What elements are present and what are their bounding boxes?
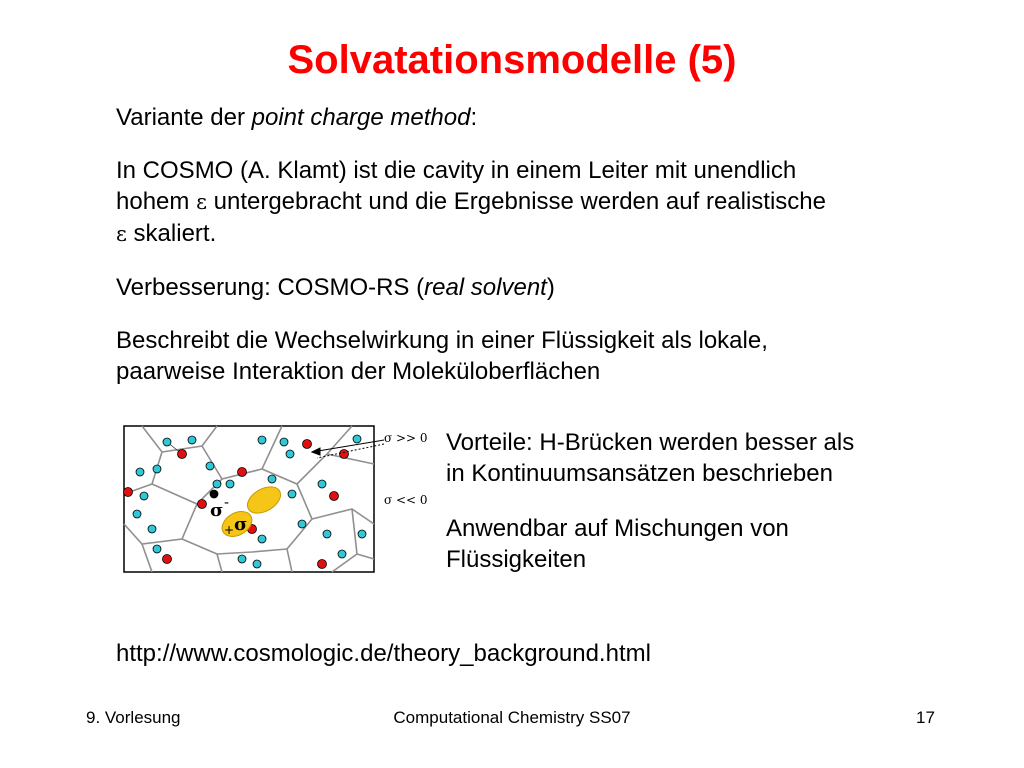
advantages-line-1: Vorteile: H-Brücken werden besser als	[446, 429, 855, 456]
applicable-line-1: Anwendbar auf Mischungen von	[446, 515, 789, 542]
epsilon-symbol: ε	[196, 190, 207, 214]
hydrogen-atom	[226, 480, 234, 488]
hydrogen-atom	[286, 450, 294, 458]
description-line-2: paarweise Interaktion der Moleküloberflächen	[116, 358, 601, 385]
applicable-paragraph	[446, 513, 966, 575]
cosmo-line-3: skaliert.	[126, 220, 217, 247]
cosmo-line-2b: untergebracht und die Ergebnisse werden auf realistische	[206, 188, 826, 215]
hydrogen-atom	[253, 560, 261, 568]
applicable-line-2: Flüssigkeiten	[446, 546, 587, 573]
hydrogen-atom	[280, 438, 288, 446]
hydrogen-atom	[358, 530, 366, 538]
oxygen-atom	[163, 555, 172, 564]
hydrogen-atom	[148, 525, 156, 533]
description-line-1: Beschreibt die Wechselwirkung in einer Flüssigkeit als lokale,	[116, 327, 768, 354]
footer-lecture: 9. Vorlesung	[86, 708, 181, 727]
hydrogen-atom	[338, 550, 346, 558]
hydrogen-atom	[213, 480, 221, 488]
oxygen-atom	[330, 492, 339, 501]
oxygen-atom	[124, 488, 133, 497]
advantages-paragraph	[446, 427, 966, 489]
intro-italic: point charge method	[251, 104, 471, 131]
oxygen-atom	[198, 500, 207, 509]
carbon-atom	[210, 490, 218, 498]
advantages-line-2: in Kontinuumsansätzen beschrieben	[446, 460, 833, 487]
oxygen-atom	[340, 450, 349, 459]
hydrogen-atom	[136, 468, 144, 476]
hydrogen-atom	[268, 475, 276, 483]
cosmo-paragraph	[116, 155, 826, 250]
oxygen-atom	[303, 440, 312, 449]
slide-title: Solvatationsmodelle (5)	[287, 38, 737, 82]
improvement-line	[116, 272, 555, 303]
oxygen-atom	[178, 450, 187, 459]
hydrogen-atom	[163, 438, 171, 446]
minus-sign: -	[224, 495, 230, 511]
hydrogen-atom	[188, 436, 196, 444]
improvement-italic: real solvent	[424, 274, 547, 301]
cosmo-rs-diagram	[122, 424, 438, 576]
hydrogen-atom	[258, 436, 266, 444]
cosmo-line-2a: hohem	[116, 188, 197, 215]
intro-line	[116, 102, 477, 133]
hydrogen-atom	[153, 465, 161, 473]
oxygen-atom	[318, 560, 327, 569]
hydrogen-atom	[140, 492, 148, 500]
hydrogen-atom	[238, 555, 246, 563]
hydrogen-atom	[298, 520, 306, 528]
hydrogen-atom	[323, 530, 331, 538]
intro-suffix: :	[470, 104, 478, 131]
hydrogen-atom	[318, 480, 326, 488]
description-paragraph	[116, 325, 768, 387]
improvement-prefix: Verbesserung: COSMO-RS (	[116, 274, 425, 301]
hydrogen-atom	[133, 510, 141, 518]
sigma-high-label: σ >> 0	[384, 431, 428, 445]
plus-sign: +	[224, 523, 235, 537]
reference-url[interactable]: http://www.cosmologic.de/theory_background.html	[116, 640, 651, 667]
hydrogen-atom	[206, 462, 214, 470]
hydrogen-atom	[288, 490, 296, 498]
footer-course: Computational Chemistry SS07	[393, 708, 631, 727]
sigma-low-label: σ << 0	[384, 493, 428, 507]
sigma-minus-label: σ	[210, 500, 224, 521]
footer-page-number: 17	[916, 708, 935, 727]
cosmo-line-1: In COSMO (A. Klamt) ist die cavity in einem Leiter mit unendlich	[116, 157, 797, 184]
sigma-plus-label: σ	[234, 514, 248, 535]
oxygen-atom	[238, 468, 247, 477]
hydrogen-atom	[353, 435, 361, 443]
hydrogen-atom	[153, 545, 161, 553]
hydrogen-atom	[258, 535, 266, 543]
epsilon-symbol-2: ε	[116, 222, 127, 246]
improvement-suffix: )	[546, 274, 555, 301]
intro-prefix: Variante der	[116, 104, 252, 131]
